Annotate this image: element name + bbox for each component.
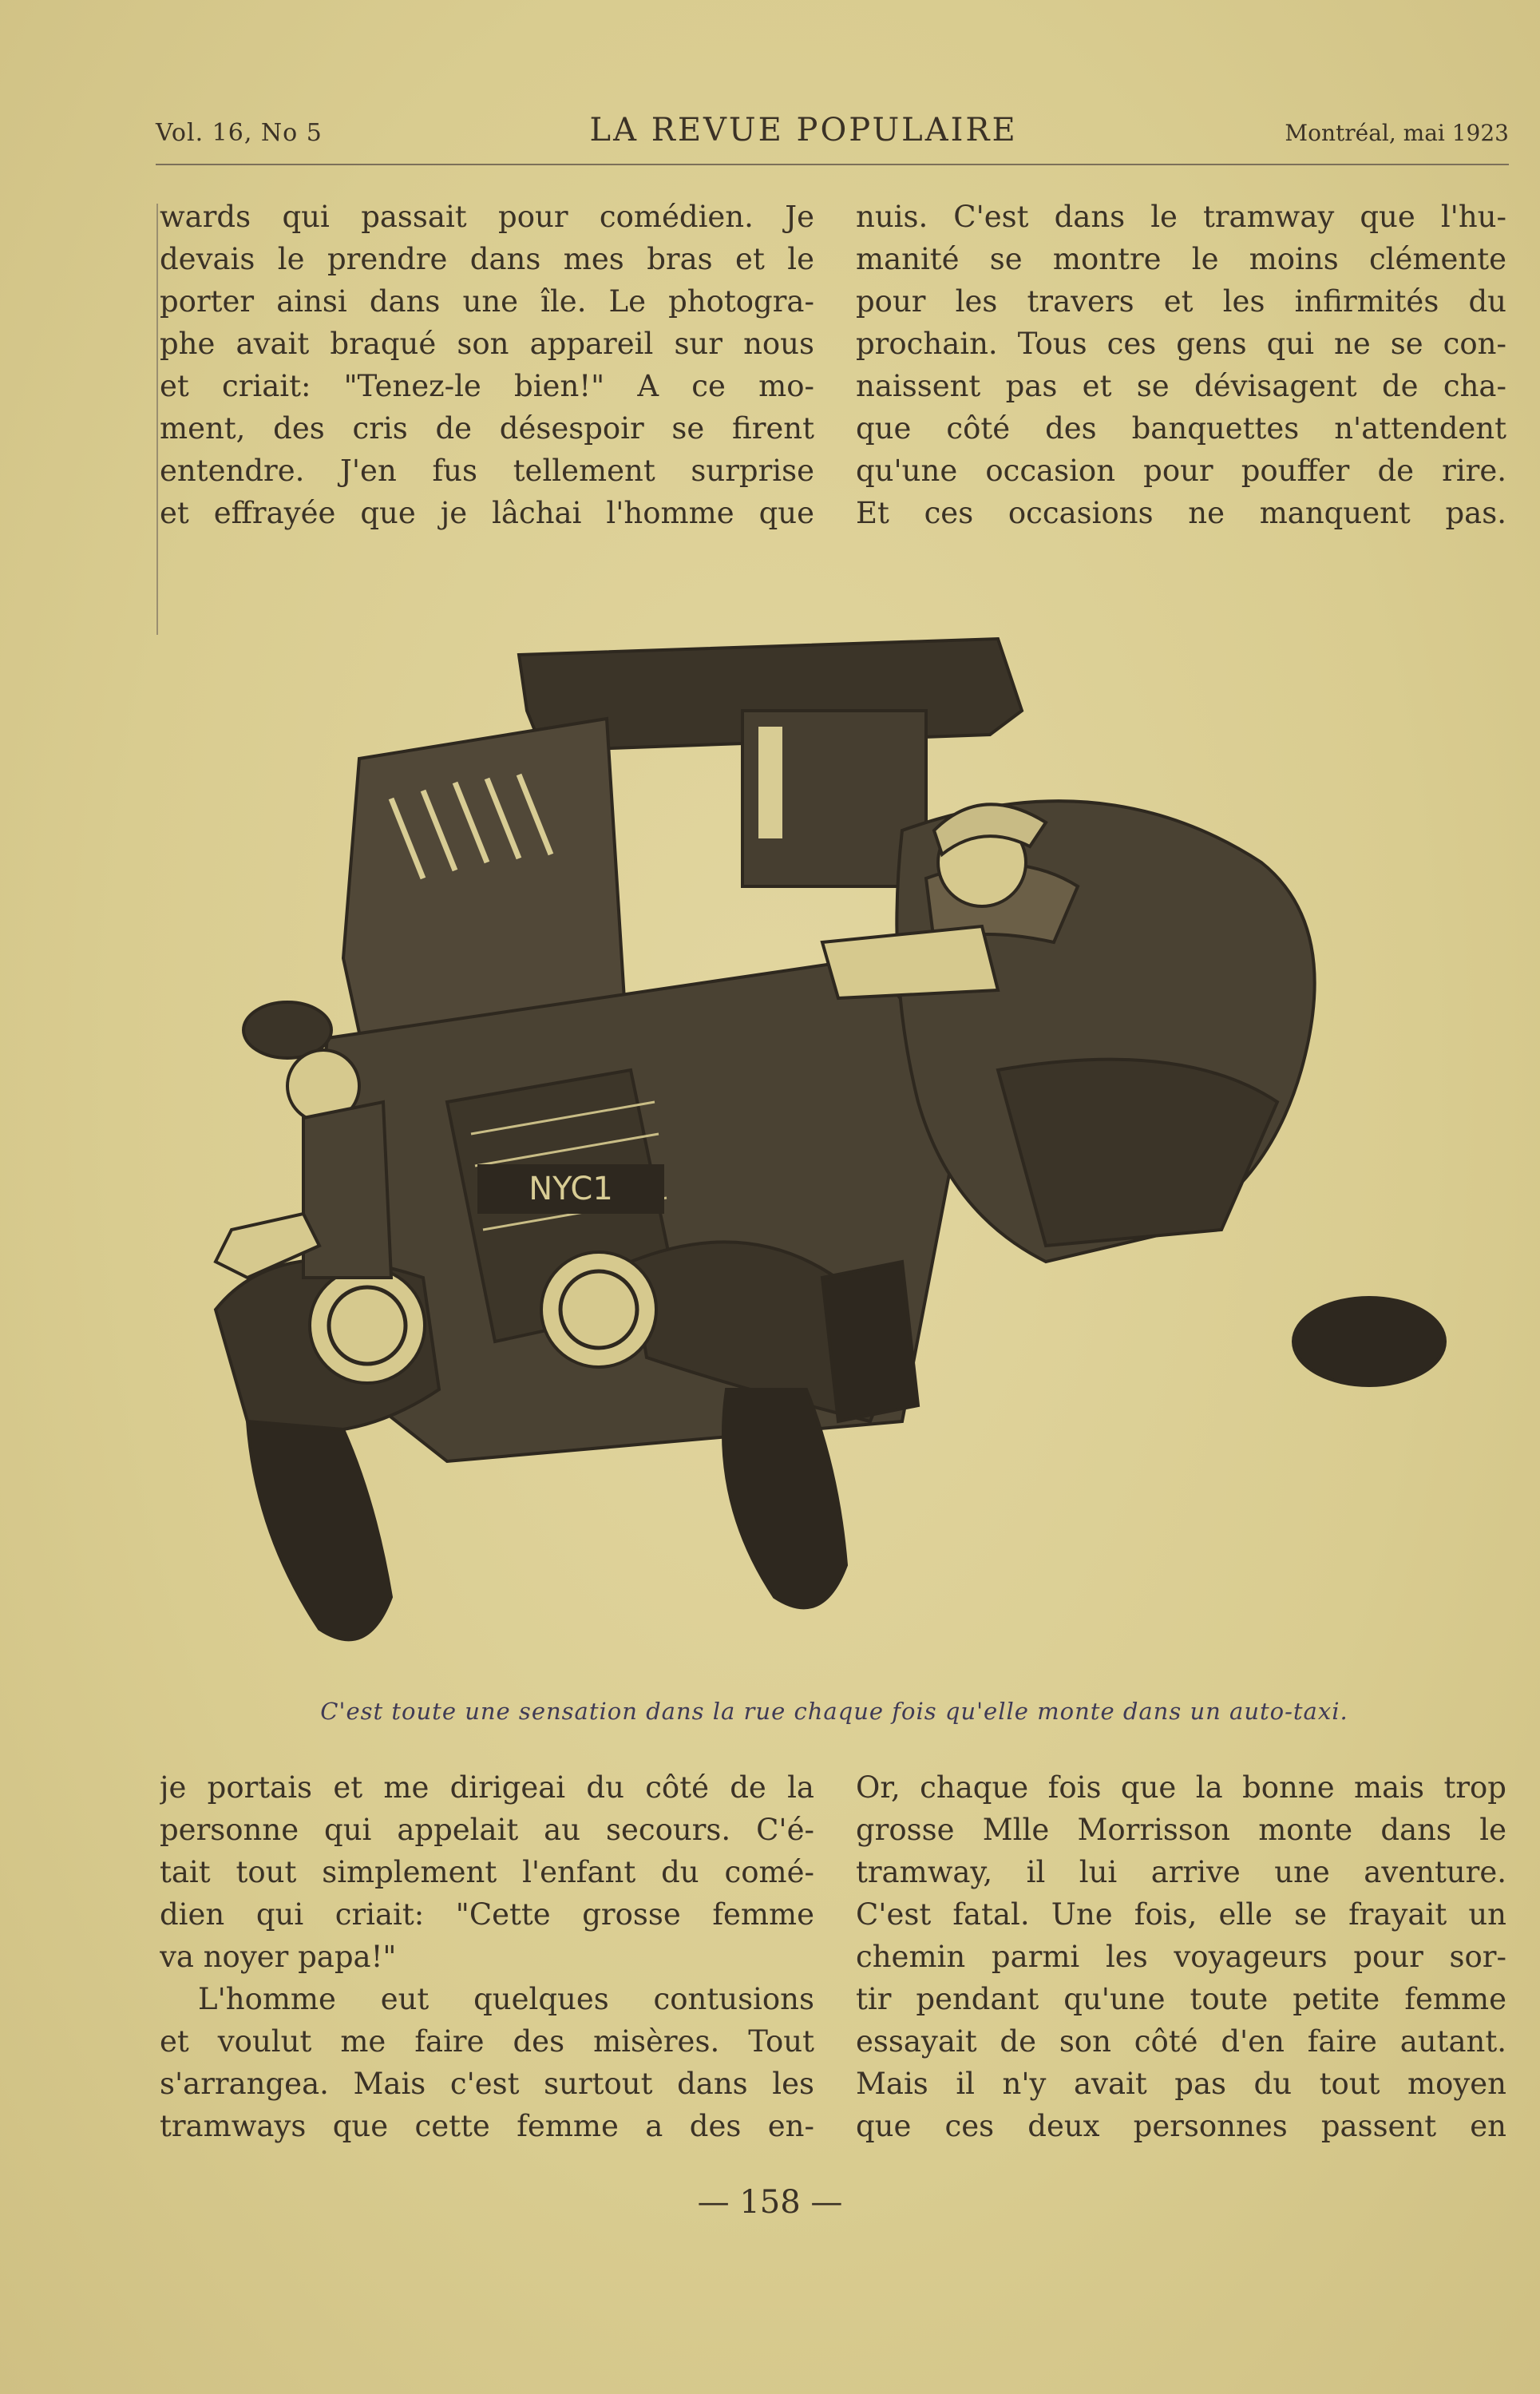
running-header	[156, 112, 1509, 160]
margin-line	[156, 204, 158, 635]
text-line: wards qui passait pour comédien. Je	[160, 200, 814, 234]
text-line: tir pendant qu'une toute petite femme	[856, 1982, 1506, 2016]
issue-date: Montréal, mai 1923	[1285, 120, 1509, 146]
text-line: naissent pas et se dévisagent de cha-	[856, 369, 1506, 403]
text-column-bottom-right	[856, 1766, 1506, 2147]
text-line: ment, des cris de désespoir se firent	[160, 411, 814, 446]
text-line: essayait de son côté d'en faire autant.	[856, 2024, 1506, 2059]
license-plate: NYC1	[529, 1171, 613, 1207]
car-drawing	[216, 639, 1445, 1639]
text-line: tramway, il lui arrive une aventure.	[856, 1855, 1506, 1889]
text-column-bottom-left	[160, 1766, 814, 2147]
header-rule	[156, 164, 1509, 165]
text-line: qu'une occasion pour pouffer de rire.	[856, 454, 1506, 488]
text-line: pour les travers et les infirmités du	[856, 284, 1506, 319]
text-line: Or, chaque fois que la bonne mais trop	[856, 1770, 1506, 1805]
text-line: Mais il n'y avait pas du tout moyen	[856, 2067, 1506, 2101]
text-line: et voulut me faire des misères. Tout	[160, 2024, 814, 2059]
text-line: je portais et me dirigeai du côté de la	[160, 1770, 814, 1805]
text-line: s'arrangea. Mais c'est surtout dans les	[160, 2067, 814, 2101]
text-line: tait tout simplement l'enfant du comé-	[160, 1855, 814, 1889]
taxi-illustration	[184, 623, 1509, 1677]
volume-number: Vol. 16, No 5	[156, 119, 323, 147]
text-line: chemin parmi les voyageurs pour sor-	[856, 1940, 1506, 1974]
text-line: prochain. Tous ces gens qui ne se con-	[856, 327, 1506, 361]
text-line: porter ainsi dans une île. Le photogra-	[160, 284, 814, 319]
text-line: manité se montre le moins clémente	[856, 242, 1506, 276]
text-line: personne qui appelait au secours. C'é-	[160, 1813, 814, 1847]
text-line: grosse Mlle Morrisson monte dans le	[856, 1813, 1506, 1847]
illustration-caption: C'est toute une sensation dans la rue chaque fois qu'elle monte dans un auto-taxi.	[320, 1698, 1348, 1725]
text-line: tramways que cette femme a des en-	[160, 2109, 814, 2143]
text-line: C'est fatal. Une fois, elle se frayait un	[856, 1897, 1506, 1932]
text-line: nuis. C'est dans le tramway que l'hu-	[856, 200, 1506, 234]
text-line: que ces deux personnes passent en	[856, 2109, 1506, 2143]
text-line: Et ces occasions ne manquent pas.	[856, 496, 1506, 530]
text-line: dien qui criait: "Cette grosse femme	[160, 1897, 814, 1932]
text-line: va noyer papa!"	[160, 1940, 397, 1974]
text-column-top-right	[856, 196, 1506, 534]
text-line: entendre. J'en fus tellement surprise	[160, 454, 814, 488]
text-line: et effrayée que je lâchai l'homme que	[160, 496, 814, 530]
text-line: devais le prendre dans mes bras et le	[160, 242, 814, 276]
page-number: — 158 —	[697, 2184, 843, 2221]
text-line: L'homme eut quelques contusions	[198, 1982, 814, 2016]
text-column-top-left	[160, 196, 814, 534]
text-line: que côté des banquettes n'attendent	[856, 411, 1506, 446]
text-line: phe avait braqué son appareil sur nous	[160, 327, 814, 361]
journal-title: LA REVUE POPULAIRE	[589, 112, 1018, 149]
text-line: et criait: "Tenez-le bien!" A ce mo-	[160, 369, 814, 403]
